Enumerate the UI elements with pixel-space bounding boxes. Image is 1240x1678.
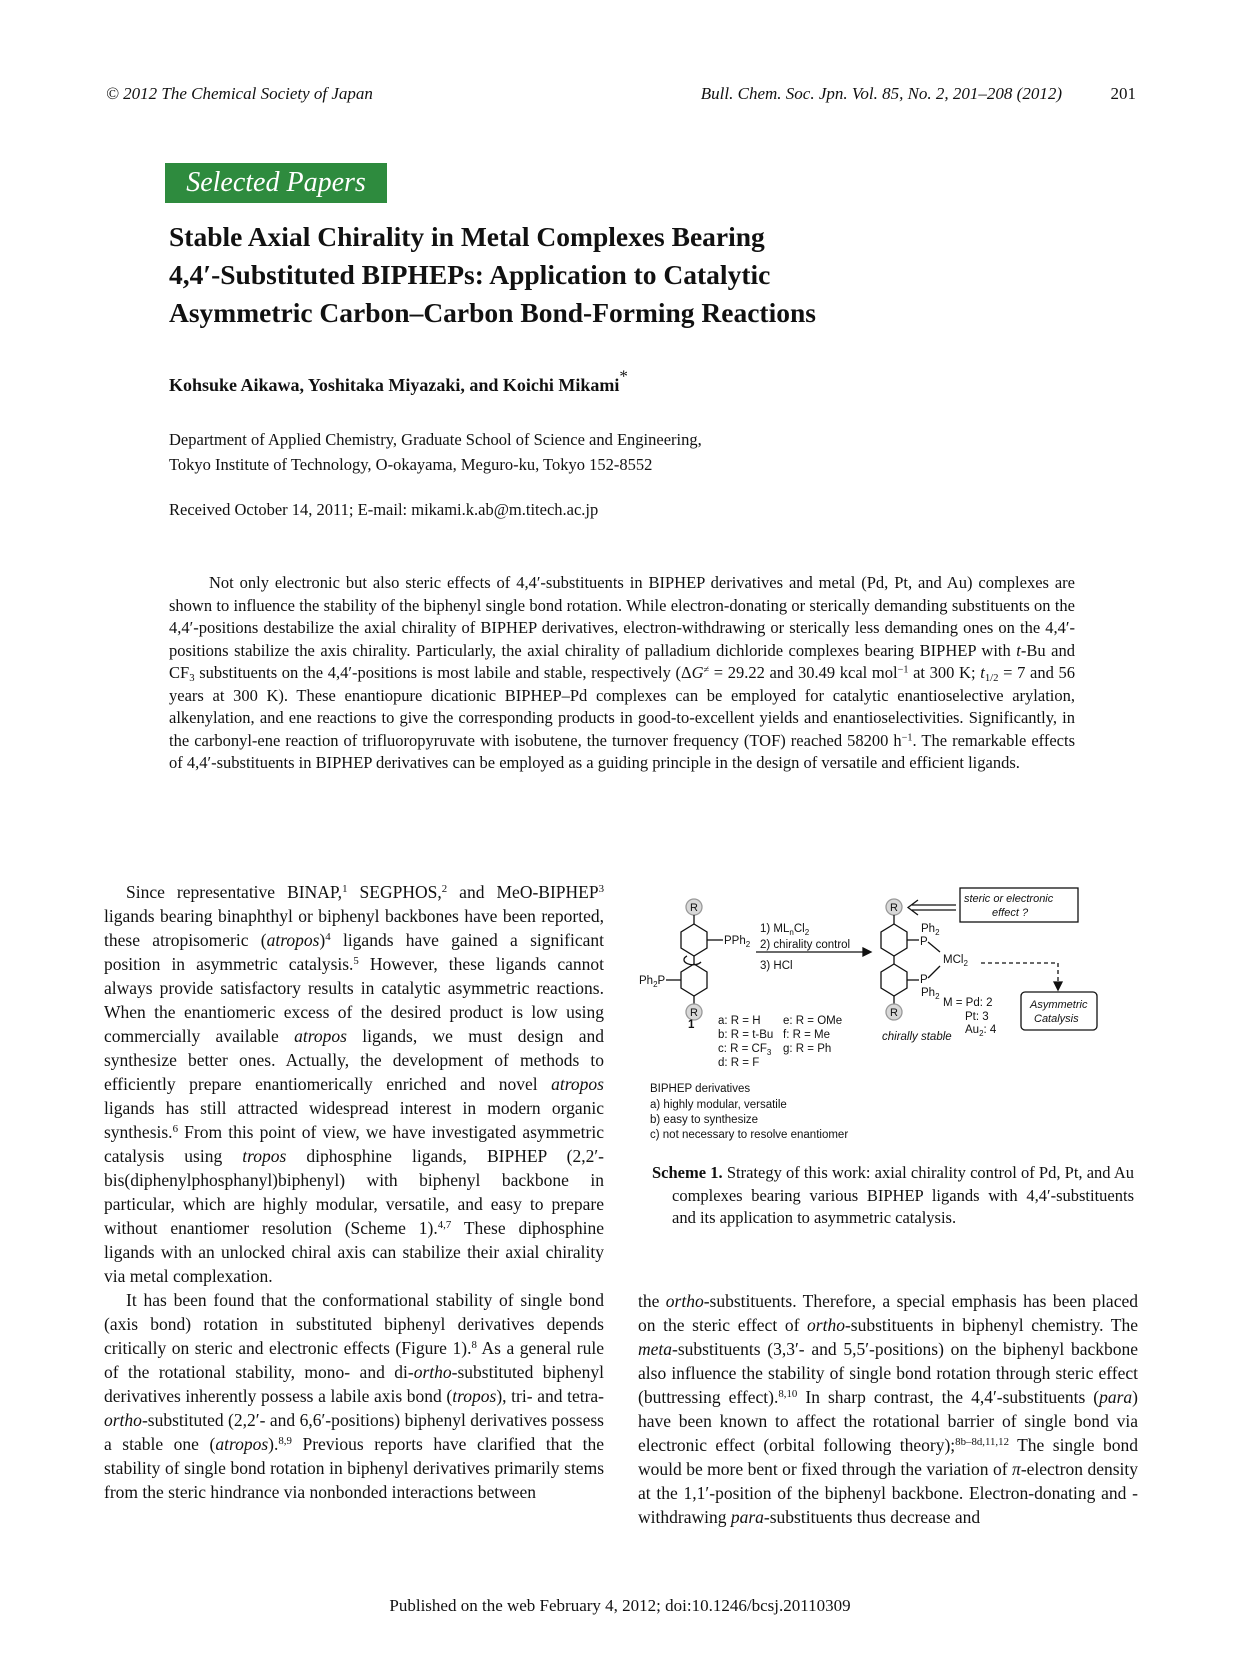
r-label: R bbox=[890, 1007, 898, 1019]
sub-b: b: R = t-Bu bbox=[718, 1029, 774, 1041]
sub-a: a: R = H bbox=[718, 1015, 761, 1027]
metal-line: M = Pd: 2 bbox=[943, 997, 993, 1009]
scheme-caption bbox=[652, 1162, 1134, 1230]
r-label: R bbox=[690, 1007, 698, 1019]
body-paragraph: It has been found that the conformational stability of single bond (axis bond) rotation in substituted biphenyl derivatives depends critically on steric and electronic effects (Figure 1).$^8$ As a general rule of the rotational stability, mono- and di-ortho-substituted biphenyl derivatives inherently possess a labile axis bond (tropos), tri- and tetra-ortho-substituted (2,2′- and 6,6′-positions) biphenyl derivatives possess a stable one (atropos).$^{8,9}$ Previous reports have clarified that the stability of single bond rotation in biphenyl derivatives primarily stems from the steric hindrance via nonbonded interactions between bbox=[104, 1290, 605, 1502]
step-3: 3) HCl bbox=[760, 960, 793, 972]
page-number: 201 bbox=[1110, 84, 1136, 103]
title-line: 4,4′-Substituted BIPHEPs: Application to Catalytic bbox=[169, 259, 771, 290]
sub-c: c: $R = CF_3$ bbox=[718, 1043, 772, 1057]
feature-a: a) highly modular, versatile bbox=[650, 1099, 787, 1111]
sub-e: e: R = OMe bbox=[783, 1015, 843, 1027]
step-1: 1) $ML_nCl_2$ bbox=[760, 923, 810, 937]
ph2-bottom: $Ph_2$ bbox=[921, 987, 940, 1001]
benzene-ring bbox=[881, 964, 907, 996]
metal-line: Pt: 3 bbox=[965, 1011, 989, 1023]
paper-title bbox=[169, 218, 929, 332]
ph2-top: $Ph_2$ bbox=[921, 923, 940, 937]
feature-c: c) not necessary to resolve enantiomer bbox=[650, 1129, 849, 1141]
feature-b: b) easy to synthesize bbox=[650, 1114, 759, 1126]
body-column-right bbox=[638, 1289, 1138, 1529]
corresponding-mark: * bbox=[619, 366, 628, 386]
received-info: Received October 14, 2011; E-mail: mikami.k.ab@m.titech.ac.jp bbox=[169, 500, 599, 519]
author-list bbox=[169, 366, 628, 396]
r-label: R bbox=[890, 902, 898, 914]
r-label: R bbox=[690, 902, 698, 914]
mcl2-label: MCl$_2$ bbox=[943, 954, 968, 968]
sub-f: f: R = Me bbox=[783, 1029, 830, 1041]
p-bottom: P bbox=[920, 974, 928, 986]
abstract: Not only electronic but also steric effects of 4,4′-substituents in BIPHEP derivatives and metal (Pd, Pt, and Au) complexes are shown to influence the stability of the biphenyl single bond rotation. While electron-donating or sterically demanding substituents on the 4,4′-positions destabilize the axial chirality of BIPHEP derivatives, electron-withdrawing or sterically less demanding ones on the 4,4′-positions stabilize the axis chirality. Particularly, the axial chirality of palladium dichloride complexes bearing BIPHEP with t-Bu and $CF_3$ substituents on the 4,4′-positions is most labile and stable, respectively (ΔG≠ = 29.22 and 30.49 kcal mol$^{-1}$ at 300 K; $t_{1/2} = 7$ and 56 years at 300 K). These enantiopure dicationic BIPHEP–Pd complexes can be employed for catalytic enantioselective arylation, alkenylation, and ene reactions to give the corresponding products in good-to-excellent yields and enantioselectivities. Significantly, in the carbonyl-ene reaction of trifluoropyruvate with isobutene, the turnover frequency (TOF) reached 58200 $h^{-1}$. The remarkable effects of 4,4′-substituents in BIPHEP derivatives can be employed as a guiding principle in the design of versatile and efficient ligands. bbox=[169, 573, 1075, 772]
scheme-1-figure bbox=[638, 880, 1138, 1150]
metal-line: $Au_2$: 4 bbox=[965, 1024, 997, 1038]
ph2p-label: $Ph_2P$ bbox=[639, 975, 666, 989]
step-2: 2) chirality control bbox=[760, 939, 851, 951]
title-line: Asymmetric Carbon–Carbon Bond-Forming Reactions bbox=[169, 297, 816, 328]
affiliation-line: Tokyo Institute of Technology, O-okayama, Meguro-ku, Tokyo 152-8552 bbox=[169, 455, 653, 474]
author-names: Kohsuke Aikawa, Yoshitaka Miyazaki, and Koichi Mikami bbox=[169, 375, 620, 395]
p-top: P bbox=[920, 936, 928, 948]
benzene-ring bbox=[681, 924, 707, 956]
sub-g: g: R = Ph bbox=[783, 1043, 832, 1055]
caption-label: Scheme 1. bbox=[652, 1163, 723, 1182]
body-paragraph: Since representative BINAP,$^1$ SEGPHOS,$^2$ and MeO-BIPHEP$^3$ ligands bearing binaphthyl or biphenyl backbones have been reported, these atropisomeric (atropos)$^4$ ligands have gained a significant position in asymmetric catalysis.$^5$ However, these ligands cannot always provide satisfactory results in catalytic asymmetric reactions. When the enantiomeric excess of the desired product is low using commercially available atropos ligands, we must design and synthesize better ones. Actually, the development of methods to efficiently prepare enantiomerically enriched and novel atropos ligands has still attracted widespread interest in modern organic synthesis.$^6$ From this point of view, we have investigated asymmetric catalysis using tropos diphosphine ligands, BIPHEP (2,2′-bis(diphenylphosphanyl)biphenyl) with biphenyl backbone in particular, which are highly modular, versatile, and easy to prepare without enantiomer resolution (Scheme 1).$^{4,7}$ These diphosphine ligands with an unlocked chiral axis can stabilize their axial chirality via metal complexation. bbox=[104, 882, 605, 1286]
pph2-label: PPh$_2$ bbox=[724, 935, 751, 949]
stable-label: chirally stable bbox=[882, 1031, 952, 1043]
journal-citation: Bull. Chem. Soc. Jpn. Vol. 85, No. 2, 201–208 (2012) bbox=[700, 84, 1062, 103]
caption-text: Strategy of this work: axial chirality control of Pd, Pt, and Au complexes bearing various BIPHEP ligands with 4,4′-substituents and its application to asymmetric catalysis. bbox=[672, 1163, 1134, 1227]
rotation-arrow bbox=[684, 956, 701, 965]
journal-copyright: © 2012 The Chemical Society of Japan bbox=[106, 84, 373, 103]
box2-line: Asymmetric bbox=[1030, 999, 1088, 1011]
affiliation-line: Department of Applied Chemistry, Graduate School of Science and Engineering, bbox=[169, 430, 702, 449]
scheme-graphic bbox=[638, 880, 1138, 1150]
box1-line: effect ? bbox=[992, 907, 1029, 919]
title-line: Stable Axial Chirality in Metal Complexes Bearing bbox=[169, 221, 765, 252]
section-badge: Selected Papers bbox=[165, 163, 387, 203]
benzene-ring bbox=[681, 964, 707, 996]
sub-d: d: R = F bbox=[718, 1057, 760, 1069]
compound-number: 1 bbox=[688, 1019, 695, 1031]
publication-footer: Published on the web February 4, 2012; doi:10.1246/bcsj.20110309 bbox=[389, 1596, 851, 1615]
benzene-ring bbox=[881, 924, 907, 956]
box2-line: Catalysis bbox=[1034, 1013, 1079, 1025]
box1-line: steric or electronic bbox=[964, 893, 1054, 905]
body-column-left bbox=[104, 880, 604, 1504]
body-paragraph: the ortho-substituents. Therefore, a special emphasis has been placed on the steric effect of ortho-substituents in biphenyl chemistry. The meta-substituents (3,3′- and 5,5′-positions) on the biphenyl backbone also influence the stability of single bond rotation through steric effect (buttressing effect).$^{8,10}$ In sharp contrast, the 4,4′-substituents (para) have been known to affect the rotational barrier of single bond via electronic effect (orbital following theory);$^{8b-8d,11,12}$ The single bond would be more bent or fixed through the variation of π-electron density at the 1,1′-position of the biphenyl backbone. Electron-donating and -withdrawing para-substituents thus decrease and bbox=[638, 1291, 1139, 1527]
derivatives-heading: BIPHEP derivatives bbox=[650, 1083, 751, 1095]
